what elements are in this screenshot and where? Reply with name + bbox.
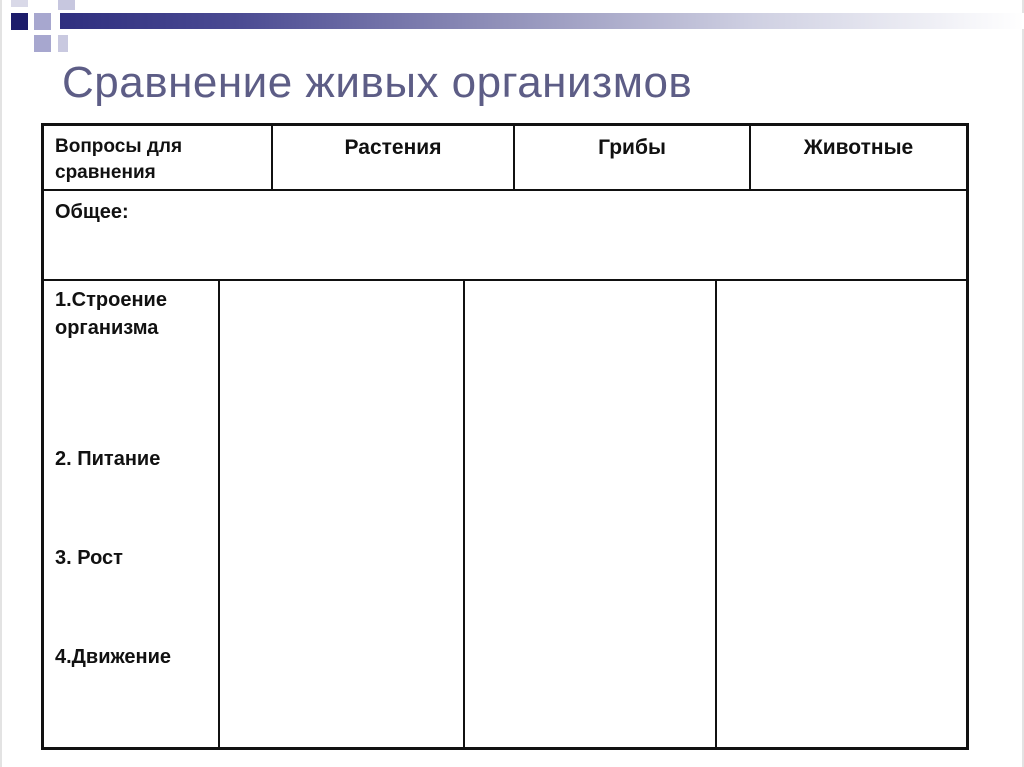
decor-square	[34, 35, 51, 52]
row-label-movement: 4.Движение	[55, 646, 172, 668]
row-label-structure: 1.Строение организма	[55, 289, 167, 339]
decor-square	[58, 0, 75, 10]
header-plants: Растения	[344, 136, 442, 159]
common-label: Общее:	[55, 201, 129, 223]
decor-square	[11, 13, 28, 30]
comparison-table	[41, 123, 969, 750]
row-label-growth: 3. Рост	[55, 547, 123, 569]
header-fungi: Грибы	[598, 136, 666, 159]
decor-square	[11, 0, 28, 7]
decor-square	[58, 35, 68, 52]
slide-title: Сравнение живых организмов	[62, 58, 693, 107]
common-answer-cell[interactable]	[164, 190, 964, 278]
answer-cell-plants[interactable]	[220, 281, 463, 747]
slide-frame-left	[0, 0, 2, 767]
answer-cell-animals[interactable]	[717, 281, 966, 747]
answer-cell-fungi[interactable]	[465, 281, 715, 747]
header-questions: Вопросы для сравнения	[55, 136, 183, 183]
header-animals: Животные	[803, 136, 914, 159]
row-label-nutrition: 2. Питание	[55, 448, 161, 470]
header-gradient-bar	[60, 13, 1024, 29]
decor-square	[34, 13, 51, 30]
